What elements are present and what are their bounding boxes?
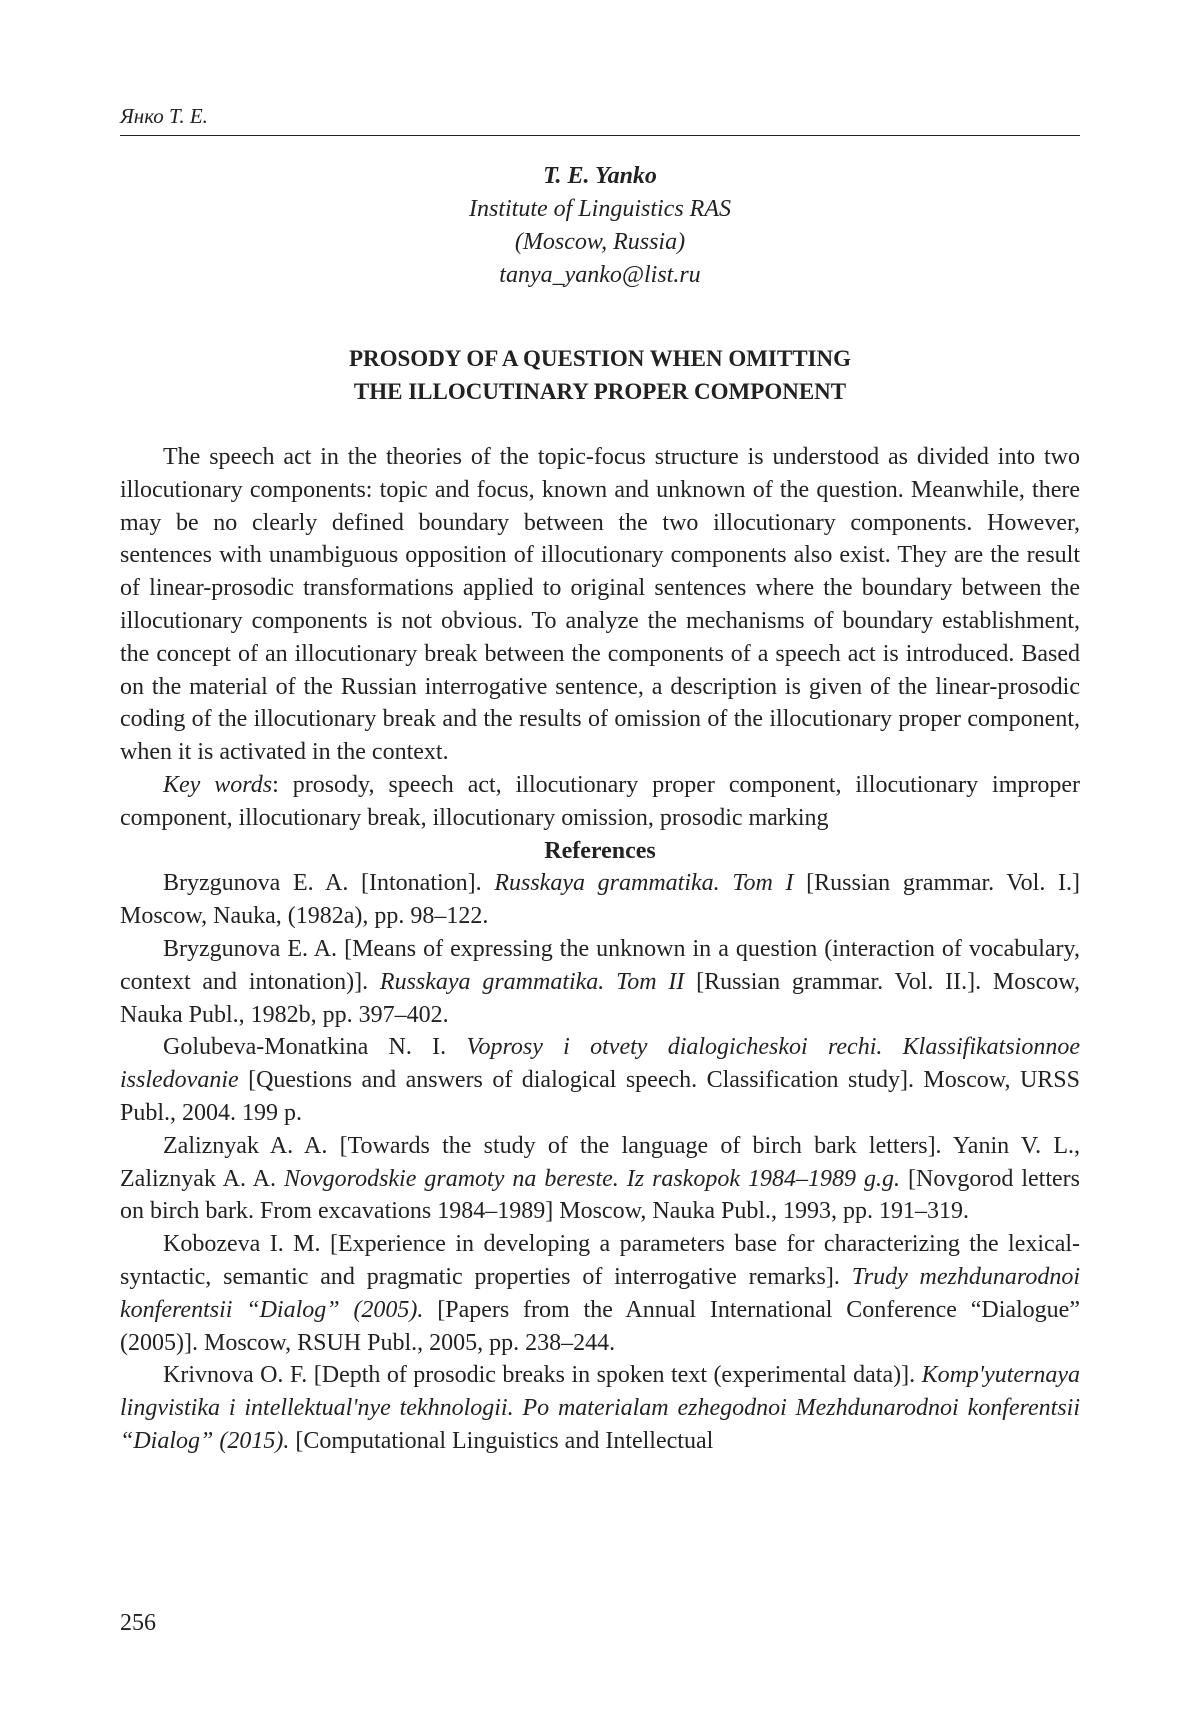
references-heading: References	[544, 837, 656, 864]
reference-item	[120, 1359, 1080, 1457]
reference-text: Bryzgunova E. A. [Means of expressing the unknown in a question (interaction of vocabulary, context and intonation)].	[120, 935, 1080, 995]
reference-source-title: Russkaya grammatika. Tom II	[379, 968, 685, 995]
keywords-label: Key words	[163, 771, 273, 798]
reference-text: [Questions and answers of dialogical speech. Classification study]. Moscow, URSS Publ., 2004. 199 p.	[120, 1067, 1080, 1126]
author-email[interactable]: tanya_yanko@list.ru	[499, 262, 701, 288]
author-location: (Moscow, Russia)	[514, 229, 686, 255]
reference-text: Bryzgunova E. A. [Intonation].	[163, 870, 495, 897]
reference-item	[120, 1031, 1080, 1129]
running-head: Янко Т. Е.	[120, 104, 208, 128]
page-number: 256	[120, 1610, 156, 1636]
reference-item	[120, 933, 1080, 1031]
title-line-2: THE ILLOCUTINARY PROPER COMPONENT	[353, 379, 847, 404]
reference-item	[120, 1130, 1080, 1228]
keywords-text: : prosody, speech act, illocutionary proper component, illocutionary improper component, illocutionary break, illocutionary omission, prosodic marking	[120, 771, 1081, 831]
author-affiliation: Institute of Linguistics RAS	[469, 196, 731, 222]
reference-text: Krivnova O. F. [Depth of prosodic breaks in spoken text (experimental data)].	[163, 1362, 922, 1389]
reference-text: [Novgorod letters on birch bark. From excavations 1984–1989] Moscow, Nauka Publ., 1993, pp. 191–319.	[120, 1165, 1080, 1225]
reference-item	[120, 1228, 1080, 1359]
reference-source-title: Komp'yuternaya lingvistika i intellektual'nye tekhnologii. Po materialam ezhegodnoi Mezhdunarodnoi konferentsii “Dialog” (2015).	[120, 1362, 1080, 1454]
reference-source-title: Trudy mezhdunarodnoi konferentsii “Dialog” (2005).	[120, 1263, 1080, 1323]
reference-text: [Russian grammar. Vol. I.] Moscow, Nauka, (1982a), pp. 98–122.	[120, 870, 1080, 930]
header-rule	[120, 135, 1080, 136]
keywords-paragraph	[120, 769, 1080, 835]
reference-source-title: Russkaya grammatika. Tom I	[494, 870, 794, 897]
reference-text: [Papers from the Annual International Conference “Dialogue” (2005)]. Moscow, RSUH Publ., 2005, pp. 238–244.	[120, 1296, 1080, 1356]
title-line-1: PROSODY OF A QUESTION WHEN OMITTING	[348, 346, 852, 371]
reference-source-title: Voprosy i otvety dialogicheskoi rechi. Klassifikatsionnoe issledovanie	[120, 1034, 1080, 1094]
reference-text: Golubeva-Monatkina N. I.	[163, 1034, 467, 1061]
reference-item	[120, 867, 1080, 933]
abstract-paragraph: The speech act in the theories of the topic-focus structure is understood as divided into two illocutionary components: topic and focus, known and unknown of the question. Meanwhile, there may be no clearly defined boundary between the two illocutionary components. However, sentences with unambiguous opposition of illocutionary components also exist. They are the result of linear-prosodic transformations applied to original sentences where the boundary between the illocutionary components is not obvious. To analyze the mechanisms of boundary establishment, the concept of an illocutionary break between the components of a speech act is introduced. Based on the material of the Russian interrogative sentence, a description is given of the linear-prosodic coding of the illocutionary break and the results of omission of the illocutionary proper component, when it is activated in the context.	[120, 444, 1080, 766]
reference-text: Kobozeva I. M. [Experience in developing a parameters base for characterizing the lexical-syntactic, semantic and pragmatic properties of interrogative remarks].	[120, 1231, 1080, 1290]
article-body	[120, 441, 1080, 1458]
author-block	[120, 160, 1080, 292]
article-title	[120, 342, 1080, 408]
reference-source-title: Novgorodskie gramoty na bereste. Iz raskopok 1984–1989 g.g.	[283, 1165, 901, 1192]
reference-text: Zaliznyak A. A. [Towards the study of the language of birch bark letters]. Yanin V. L., Zaliznyak A. A.	[120, 1132, 1080, 1192]
author-name: T. E. Yanko	[543, 163, 657, 189]
reference-text: [Computational Linguistics and Intellectual	[289, 1427, 714, 1454]
reference-text: [Russian grammar. Vol. II.]. Moscow, Nauka Publ., 1982b, pp. 397–402.	[120, 968, 1080, 1028]
